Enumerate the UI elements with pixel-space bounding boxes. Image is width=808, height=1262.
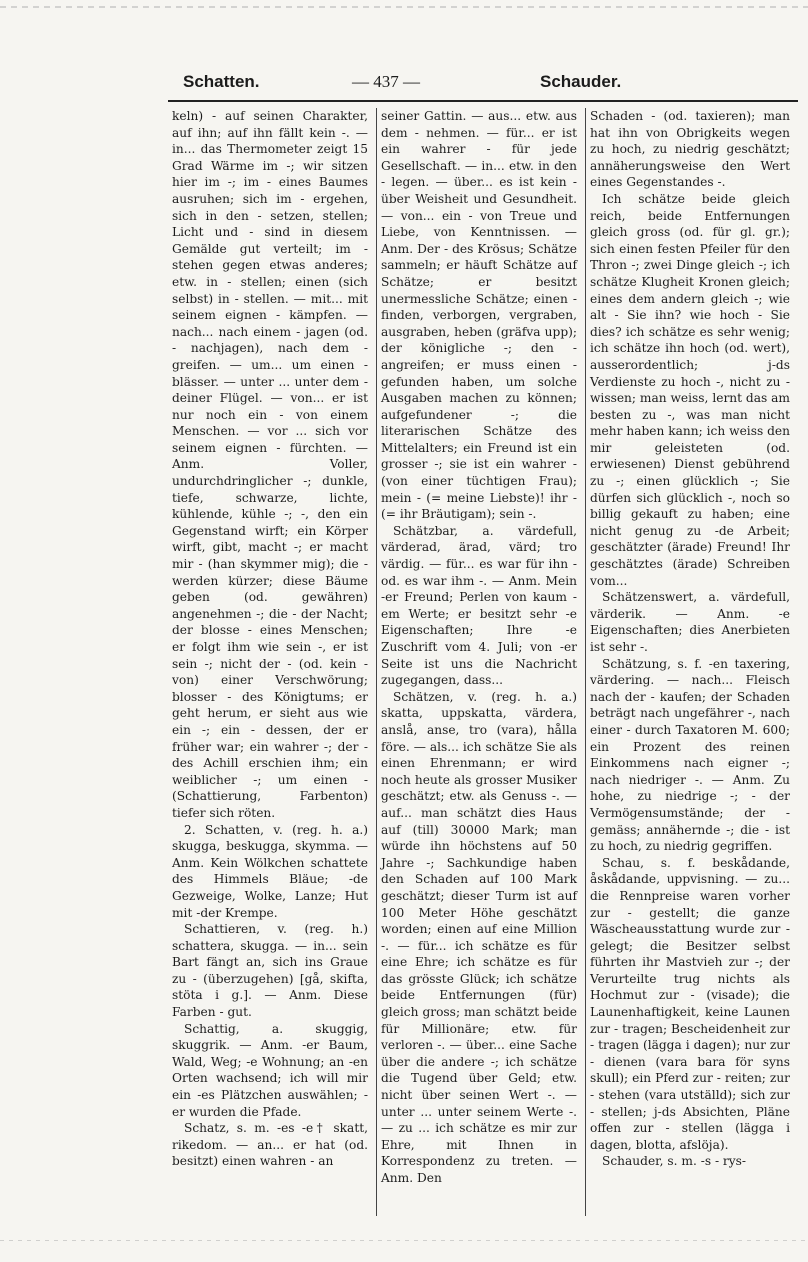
column-divider xyxy=(376,108,377,1216)
entry-text: Schätzen, v. (reg. h. a.) skatta, uppskatta, värdera, anslå, anse, tro (vara), hålla före. — als... ich schätze Sie als einen Ehrenmann; er wird noch heute als grosser Musiker geschätzt; etw. als Genuss -. — auf... man schätzt dies Haus auf (till) 30000 Mark; man würde ihn höchstens auf 50 Jahre -; Sachkundige haben den Schaden auf 100 Mark geschätzt; dieser Turm ist auf 100 Meter Höhe geschätzt worden; einen auf eine Million -. — für... ich schätze es für eine Ehre; ich schätze es für das grösste Glück; ich schätze beide Entfernungen (für) gleich gross; man schätzt beide für Millionäre; etw. für verloren -. — über... eine Sache über die andere -; ich schätze die Tugend über Geld; etw. nicht über seinen Wert -. — unter ... unter seinem Werte -. — zu ... ich schätze es mir zur Ehre, mit Ihnen in Korrespondenz zu treten. — Anm. Den xyxy=(381,689,577,1185)
entry-text: keln) - auf seinen Charakter, auf ihn; auf ihn fällt kein -. — in... das Thermometer zeigt 15 Grad Wärme im -; wir sitzen hier im -; im - eines Baumes ausruhen; sich im - ergehen, sich in den - setzen, stellen; Licht und - sind in diesem Gemälde gut verteilt; im - stehen gegen etwas anderes; etw. in - stellen; einen (sich selbst) in - stellen. — mit... mit seinem eignen - kämpfen. — nach... nach einem - jagen (od. - nachjagen), nach dem - greifen. — um... um einen - blässer. — unter ... unter dem - deiner Flügel. — von... er ist nur noch ein - von einem Menschen. — vor ... sich vor seinem eignen - fürchten. — Anm. Voller, undurchdringlicher -; dunkle, tiefe, schwarze, lichte, kühlende, kühle -; -, den ein Gegenstand wirft; ein Körper wirft, gibt, macht -; er macht mir - (han skymmer mig); die - werden kürzer; diese Bäume geben (od. gewähren) angenehmen -; die - der Nacht; der blosse - eines Menschen; er folgt ihm wie sein -, er ist sein -; nicht der - (od. kein - von) einer Verschwörung; blosser - des Königtums; er geht herum, er sieht aus wie ein -; ein - dessen, der er früher war; ein wahrer -; der - des Achill erschien ihm; ein weiblicher -; um einen - (Schattierung, Farbenton) tiefer sich röten. xyxy=(172,109,368,820)
entry-text: Ich schätze beide gleich reich, beide Entfernungen gleich gross (od. für gl. gr.); sich einen festen Pfeiler für den Thron -; zwei Dinge gleich -; ich schätze Klugheit Kronen gleich; eines dem andern gleich -; wie alt - Sie ihn? wie hoch - Sie dies? ich schätze es sehr wenig; ich schätze ihn hoch (od. wert), ausserordentlich; j-ds Verdienste zu hoch -, nicht zu - wissen; man weiss, lernt das am besten zu -, was man nicht mehr haben kann; ich weiss den mir geleisteten (od. erwiesenen) Dienst gebührend zu -; einen glücklich -; Sie dürfen sich glücklich -, noch so billig gekauft zu haben; eine nicht genug zu -de Arbeit; geschätzter (ärade) Freund! Ihr geschätztes (ärade) Schreiben vom... xyxy=(590,191,790,588)
entry-text: 2. Schatten, v. (reg. h. a.) skugga, beskugga, skymma. — Anm. Kein Wölkchen schattete des Himmels Bläue; -de Gezweige, Wolke, Lanze; Hut mit -der Krempe. xyxy=(172,822,368,920)
page-header xyxy=(0,72,808,96)
entry-text: Schatz, s. m. -es -e† skatt, rikedom. — an... er hat (od. besitzt) einen wahren - an xyxy=(172,1121,368,1169)
entry-text: Schätzung, s. f. -en taxering, värdering. — nach... Fleisch nach der - kaufen; der Schaden beträgt nach ungefährer -, nach einer - durch Taxatoren M. 600; ein Prozent des reinen Einkommens nach eigner -; nach niedriger -. — Anm. Zu hohe, zu niedrige -; - der Vermögensumstände; der - gemäss; annähernde -; die - ist zu hoch, zu niedrig gegriffen. xyxy=(590,656,790,854)
header-right-keyword: Schauder. xyxy=(540,72,622,91)
column-3 xyxy=(590,108,790,1170)
entry-text: seiner Gattin. — aus... etw. aus dem - nehmen. — für... er ist ein wahrer - für jede Gesellschaft. — in... etw. in den - legen. — über... es ist kein - über Weisheit und Gesundheit. — von... ein - von Treue und Liebe, von Kenntnissen. — Anm. Der - des Krösus; Schätze sammeln; er häuft Schätze auf Schätze; er besitzt unermessliche Schätze; einen - finden, verborgen, vergraben, ausgraben, heben (gräfva upp); der königliche -; den - angreifen; er muss einen - gefunden haben, um solche Ausgaben machen zu können; aufgefundener -; die literarischen Schätze des Mittelalters; ein Freund ist ein grosser -; sie ist ein wahrer - (von einer tüchtigen Frau); mein - (= meine Liebste)! ihr - (= ihr Bräutigam); sein -. xyxy=(381,109,577,522)
entry-text: Schattieren, v. (reg. h.) schattera, skugga. — in... sein Bart fängt an, sich ins Graue zu - (überzugehen) [gå, skifta, stöta i g.]. — Anm. Diese Farben - gut. xyxy=(172,922,368,1020)
scan-bottom-edge xyxy=(0,1240,808,1241)
entry-text: Schätzbar, a. värdefull, värderad, ärad, värd; tro värdig. — für... es war für ihn - od. es war ihm -. — Anm. Mein -er Freund; Perlen von kaum -em Werte; er besitzt sehr -e Eigenschaften; Ihre -e Zuschrift vom 4. Juli; von -er Seite ist uns die Nachricht zugegangen, dass... xyxy=(381,523,577,688)
page-number: — 437 — xyxy=(352,72,420,91)
entry-text: Schauder, s. m. -s - rys- xyxy=(602,1154,747,1169)
column-2 xyxy=(381,108,577,1187)
scan-top-edge xyxy=(0,6,808,8)
entry-text: Schattig, a. skuggig, skuggrik. — Anm. -er Baum, Wald, Weg; -e Wohnung; an -en Orten wachsend; ich will mir ein -es Plätzchen auswählen; -er wurden die Pfade. xyxy=(172,1021,368,1119)
header-left-keyword: Schatten. xyxy=(183,72,260,91)
entry-text: Schaden - (od. taxieren); man hat ihn von Obrigkeits wegen zu hoch, zu niedrig geschätzt; annäherungsweise den Wert eines Gegenstandes -. xyxy=(590,109,790,190)
entry-text: Schau, s. f. beskådande, åskådande, uppvisning. — zu... die Rennpreise waren vorher zur - gestellt; die ganze Wäscheausstattung wurde zur - gelegt; die Besitzer selbst führten ihr Mastvieh zur -; der Verurteilte trug nichts als Hochmut zur - (visade); die Launenhaftigkeit, keine Launen zur - tragen; Bescheidenheit zur - tragen (lägga i dagen); nur zur - dienen (vara bara för syns skull); ein Pferd zur - reiten; zur - stehen (vara utställd); sich zur - stellen; j-ds Absichten, Pläne offen zur - stellen (lägga i dagen, blotta, afslöja). xyxy=(590,855,790,1152)
entry-text: Schätzenswert, a. värdefull, värderik. — Anm. -e Eigenschaften; dies Anerbieten ist sehr -. xyxy=(590,590,790,654)
column-1 xyxy=(172,108,368,1170)
header-rule xyxy=(168,100,798,102)
column-divider xyxy=(585,108,586,1216)
